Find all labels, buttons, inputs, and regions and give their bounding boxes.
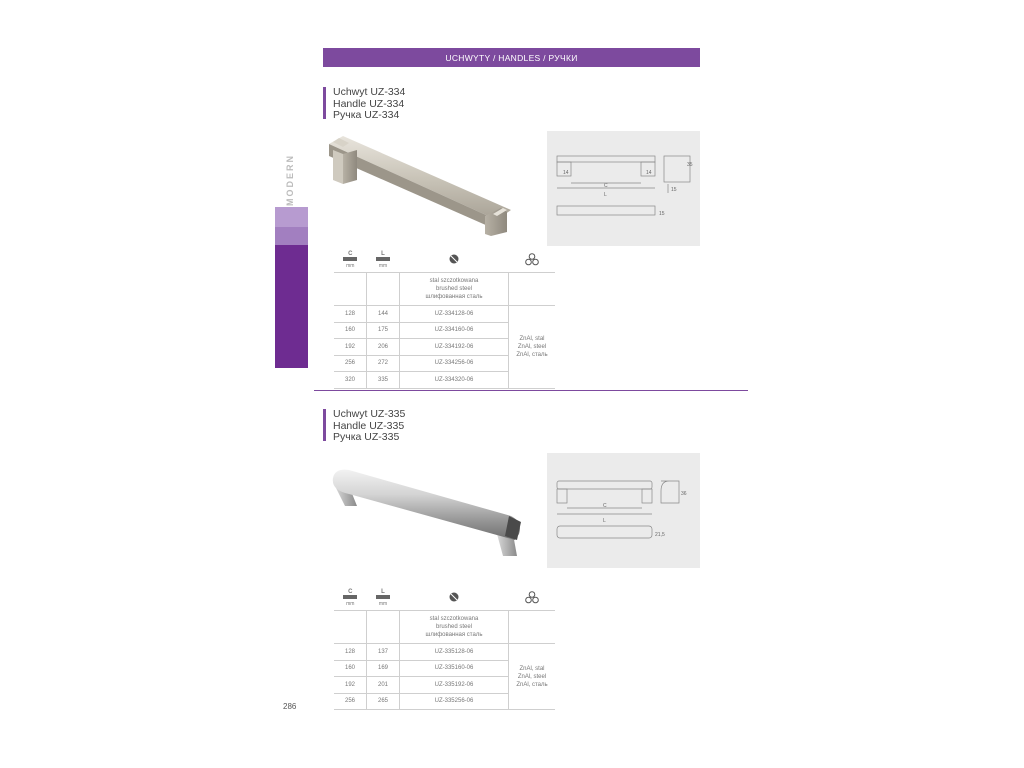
material-description: ZnAl, stal ZnAl, steel ZnAl, сталь bbox=[509, 306, 556, 389]
table-cell-c: 128 bbox=[334, 306, 367, 323]
product-1-title-ru: Ручка UZ-334 bbox=[333, 109, 400, 121]
product-1-technical-drawing bbox=[547, 131, 700, 246]
product-1-dim-d: 15 bbox=[659, 211, 665, 217]
product-1-spec-table bbox=[334, 248, 555, 389]
product-2-title-en: Handle UZ-335 bbox=[333, 419, 405, 432]
table-cell-code: UZ-334320-06 bbox=[400, 372, 509, 389]
table-cell-c: 160 bbox=[334, 322, 367, 339]
table-cell-code: UZ-335256-06 bbox=[400, 693, 509, 710]
product-2-title-accent bbox=[323, 409, 326, 441]
product-1-dim-c: C bbox=[604, 183, 608, 189]
product-2-dim-c: C bbox=[603, 503, 607, 509]
product-2-drawing-svg bbox=[547, 453, 700, 568]
finish-swatch-icon bbox=[448, 253, 460, 265]
table-cell-l: 206 bbox=[367, 339, 400, 356]
table-cell-c: 160 bbox=[334, 660, 367, 677]
product-2-technical-drawing bbox=[547, 453, 700, 568]
product-1-dim-l: L bbox=[604, 192, 607, 198]
product-2-photo bbox=[325, 460, 525, 560]
column-c-header: C mm bbox=[334, 248, 367, 273]
table-cell-c: 128 bbox=[334, 644, 367, 661]
table-cell-l: 272 bbox=[367, 355, 400, 372]
finish-description: stal szczotkowana brushed steel шлифованная сталь bbox=[400, 611, 509, 644]
product-1-title-accent bbox=[323, 87, 326, 119]
ruler-icon bbox=[376, 257, 390, 261]
column-l-header: L mm bbox=[367, 586, 400, 611]
column-finish-header bbox=[400, 248, 509, 273]
product-2-title-ru: Ручка UZ-335 bbox=[333, 431, 400, 443]
table-cell-c: 256 bbox=[334, 355, 367, 372]
table-cell-c: 256 bbox=[334, 693, 367, 710]
page-number: 286 bbox=[283, 702, 297, 711]
table-cell-code: UZ-334128-06 bbox=[400, 306, 509, 323]
product-1-title-en: Handle UZ-334 bbox=[333, 97, 405, 110]
product-1-title-pl: Uchwyt UZ-334 bbox=[333, 86, 406, 98]
product-1-title bbox=[333, 87, 405, 122]
column-c-header: C mm bbox=[334, 586, 367, 611]
finish-swatch-icon bbox=[448, 591, 460, 603]
product-1-drawing-svg bbox=[547, 131, 700, 246]
product-1-dim-a: 14 bbox=[563, 170, 569, 176]
ruler-icon bbox=[376, 595, 390, 599]
product-2-title-pl: Uchwyt UZ-335 bbox=[333, 408, 406, 420]
table-cell-l: 169 bbox=[367, 660, 400, 677]
table-cell-code: UZ-335128-06 bbox=[400, 644, 509, 661]
material-description: ZnAl, stal ZnAl, steel ZnAl, сталь bbox=[509, 644, 556, 710]
column-finish-header bbox=[400, 586, 509, 611]
product-2-title bbox=[333, 409, 405, 444]
product-1-dim-h: 35 bbox=[687, 162, 693, 168]
table-cell-code: UZ-334160-06 bbox=[400, 322, 509, 339]
table-cell-c: 192 bbox=[334, 677, 367, 694]
side-category-label bbox=[283, 150, 297, 210]
section-header-title: UCHWYTY / HANDLES / РУЧКИ bbox=[445, 52, 578, 63]
side-tab-light bbox=[275, 207, 308, 227]
ruler-icon bbox=[343, 595, 357, 599]
finish-description: stal szczotkowana brushed steel шлифованная сталь bbox=[400, 273, 509, 306]
column-material-header bbox=[509, 248, 556, 273]
table-cell-code: UZ-334192-06 bbox=[400, 339, 509, 356]
side-tab-mid bbox=[275, 227, 308, 245]
section-header-bar bbox=[323, 48, 700, 67]
column-material-header bbox=[509, 586, 556, 611]
column-l-header: L mm bbox=[367, 248, 400, 273]
table-cell-code: UZ-335192-06 bbox=[400, 677, 509, 694]
table-cell-code: UZ-335160-06 bbox=[400, 660, 509, 677]
table-cell-l: 175 bbox=[367, 322, 400, 339]
side-tab-dark bbox=[275, 245, 308, 368]
section-divider bbox=[314, 390, 748, 391]
product-2-dim-d: 21,5 bbox=[655, 532, 665, 538]
table-cell-l: 265 bbox=[367, 693, 400, 710]
table-cell-c: 192 bbox=[334, 339, 367, 356]
table-cell-c: 320 bbox=[334, 372, 367, 389]
side-category-text: MODERN bbox=[285, 154, 295, 206]
product-2-dim-l: L bbox=[603, 518, 606, 524]
product-1-dim-w: 15 bbox=[671, 187, 677, 193]
product-2-spec-table bbox=[334, 586, 555, 710]
product-2-dim-h: 36 bbox=[681, 491, 687, 497]
material-atoms-icon bbox=[525, 253, 539, 266]
product-1-photo bbox=[325, 128, 515, 238]
table-cell-l: 335 bbox=[367, 372, 400, 389]
table-cell-l: 144 bbox=[367, 306, 400, 323]
table-cell-code: UZ-334256-06 bbox=[400, 355, 509, 372]
table-cell-l: 201 bbox=[367, 677, 400, 694]
product-1-dim-b: 14 bbox=[646, 170, 652, 176]
material-atoms-icon bbox=[525, 591, 539, 604]
ruler-icon bbox=[343, 257, 357, 261]
table-cell-l: 137 bbox=[367, 644, 400, 661]
